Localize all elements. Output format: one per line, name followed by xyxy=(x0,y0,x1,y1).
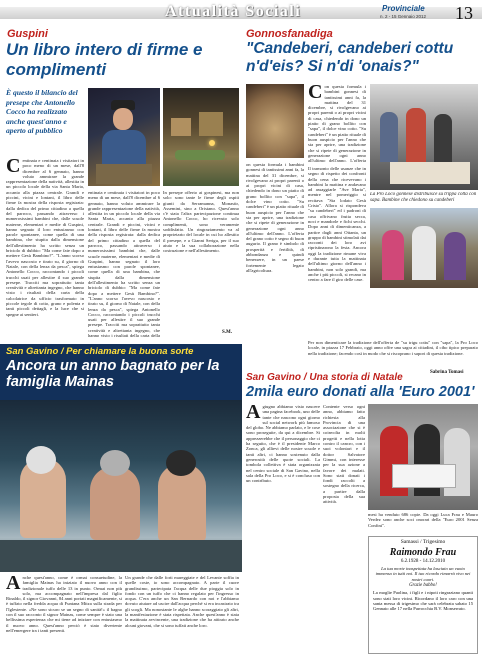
body-mainas-col2: Un grande che dalle forti mareggiate e del Levante soffia in quelle coste, io sono accompagnato. A parte il cuore grandissimo, partecipata l'acqua delle due pioggia solo in fondo con un tuffo che ci hanno regalato per l'ingresso in acqua. C'era anche un San Bernardo con noi e l'abbiamo dovuto aiutare ad uscire dall'acqua perché si era incastrato tra gli scogli. Ma nonostante le alghe hanno scoraggiato gli altri, la manifestazione è stata rispettata. Anche quest'anno è stata la mattinata avvincente, una tradizione che ha attirato anche alcuni giovani, che si sono tuffati anche loro. xyxy=(125,575,239,628)
page-number: 13 xyxy=(455,3,473,23)
headline-guspini: Un libro intero di firme e complimenti xyxy=(6,40,203,79)
logo-text: Provinciale xyxy=(382,4,425,13)
subtitle-guspini: È questo il bilancio del presepe che Antonello Cocco ha realizzato anche quest'anno e aperto al pubblico xyxy=(6,88,78,135)
body-guspini-col3: In presepe offerto ai gospinesi, ma non solo: sono tante le firme degli ospiti giunti da Serramanna, Monastir, Assemini, sino a Oristano. Quest'anno c'è stata l'altra partecipazione continua Antonello Cocco, ho ricevuto solo complimenti, sono veramente soddisfatto. Un ringraziamento va al proprietario del locale in cui ho allestito il presepe, e a Gianni Serigu, per il suo aiuto e la sua collaborazione nella costruzione e nell'allestimento. xyxy=(163,190,239,254)
body-euro2001-col2: Contente verso ogni anno, abbiamo fatto richiesta alla Provincia di una associazione che si è coinvolta in molti progetti e nella lotta contro il cancro, con i suoi volontari e il dottor Salvatore Gimmi, con interesse per la sua azione a favore dei malati. Sono stati donati i fondi raccolti a sostegno della ricerca, a partire dalla proposta della sua attività. xyxy=(323,404,365,505)
obituary-box xyxy=(368,536,478,654)
obituary-thanks: Grazie babbo! xyxy=(409,583,437,589)
body-guspini-col2: entinaia e centinaia i visitatori in poco meno di un mese, dall'8 dicembre al 6 gennaio, hanno voluto ammirare la grande rappresentazione della natività, allestita in un piccolo locale della via Santa Maria, accanto alla piazza centrale. Grandi e piccini, vicini e lontani, il libro delle firme fa mostra della risposta registrata: dalla dedica del primo cittadino a quella del parroco, passando attraverso i numerosissimi bambini che, dalle scuole materne, elementari e medie di Guspini, hanno segnato il loro entusiasmo con parole spontanee, come quella di una bambina, che stupita dalla dimensione dell'allestimento ha scritto senza un briciolo di dubbio: "Ma come fate dopo a mettere Gesù Bambino?". "L'anno scorso l'avevo nascosto e tirato su, il giorno di Natale, con della lenza da pesca", spiega Antonello Cocco, raccontando i piccoli trucchi usati per allestire il suo grande presepe. Tracciti ma soprattutto tanta creatività e altrettanta ingegno, che hanno visto i risultati della carta della xyxy=(88,190,160,338)
photo-presepe-scene xyxy=(163,88,239,186)
body-gonnosfanadiga: on questa formula i bambini gonnesi di tantissimi anni fa, la mattina del 31 dicembre, si rivolgevano ai propri parenti o ai propri vicini di casa, chiedendo in dono un piatto di grano bollito con "sapa", il dolce vino cotto. "Su candeberi" è un piatto rituale di buon auspicio per l'anno che sta per aprire, una tradizione che si ripete di generazione in generazione ogni anno all'ultimo dell'anno. L'offerta del grano cotto è segno di buon augurio. Il grano è simbolo di prosperità e fertilità, di abbondanza e quindi benessere, in un paese fortemente legato all'agricoltura. xyxy=(246,162,304,273)
caption-euro2001: mesi ha venduto 686 copie. Da oggi Luca Frau e Mauro Verdez sono anche soci onorari della "Euro 2001 Senza Confini". xyxy=(368,512,478,528)
section-title: Attualità Sociali xyxy=(165,3,302,20)
obituary-verse: La tua morte inaspettata ha lasciato un vuoto immenso in tutti noi. Il tuo ricordo rimarrà vivo nei nostri cuori. xyxy=(375,566,471,582)
signature-guspini: S.M. xyxy=(222,330,232,335)
kicker-mainas: San Gavino / Per chiamare la buona sorte xyxy=(6,346,194,357)
obituary-text: La moglie Paolina, i figli e i nipoti ringraziano quanti sono stati loro vicini. Ricordano il loro caro con una santa messa di trigesimo che sarà celebrata sabato 15 Gennaio alle 17 nella Parrocchia B.V. Monserrato. xyxy=(373,590,473,612)
photo-bambine xyxy=(370,208,478,288)
headline-gonnosfanadiga: "Candeberi, candeberi cottu n'd'eis? Si n'di 'onais?" xyxy=(246,40,454,75)
obituary-place: Samassi / Trigesimo xyxy=(400,539,446,545)
body-guspini-text: entinaia e centinaia i visitatori in poco meno di un mese, dall'8 dicembre al 6 gennaio, hanno voluto ammirare la grande rappresentazione della natività, allestita in un piccolo locale della via Santa Maria, accanto alla piazza centrale. Grandi e piccini, vicini e lontani, il libro delle firme fa mostra della risposta registrata: dalla dedica del primo cittadino a quella del parroco, passando attraverso i numerosissimi bambini che, dalle scuole materne, elementari e medie di Guspini, hanno segnato il loro entusiasmo con parole spontanee, come quella di una bambina, che stupita dalla dimensione dell'allestimento ha scritto senza un briciolo di dubbio: "Ma come fate dopo a mettere Gesù Bambino?". "L'anno scorso l'avevo nascosto e tirato su, il giorno di Natale, con della lenza da pesca", spiega Antonello Cocco, raccontando i piccoli trucchi usati per allestire il suo grande presepe. Tracciti ma soprattutto tanta creatività e altrettanta ingegno, che hanno visto i risultati della carta della calcolatrice da ufficio trasformato in piccole tegole di cotto, grano e polenta e tanti piccoli dettagli, e la luce che si spegne ai sentieri. xyxy=(6,158,84,317)
photo-tuffo xyxy=(0,400,242,572)
photo-cocco-presepe xyxy=(88,88,160,186)
kicker-guspini: Guspini xyxy=(7,28,48,40)
kicker-euro2001: San Gavino / Una storia di Natale xyxy=(246,372,403,383)
obituary-dates: 6.2.1928 - 14.12.2010 xyxy=(400,559,446,564)
obituary-name: Raimondo Frau xyxy=(389,547,457,558)
page-header xyxy=(0,0,482,26)
body-gonnosfanadiga-col1-top: C on questa formula i bambini gonnesi di tantissimi anni fa, la mattina del 31 dicembre, si rivolgevano ai propri parenti o ai propri vicini di casa, chiedendo in dono un piatto di grano bollito con "sapa", il dolce vino cotto. "Su candeberi" è un piatto rituale di buon auspicio per l'anno che sta per aprire, una tradizione che si ripete di generazione in generazione ogni anno all'ultimo dell'anno. L'offerta xyxy=(308,84,366,164)
headline-mainas: Ancora un anno bagnato per la famiglia Mainas xyxy=(6,358,220,390)
photo-pro-loco xyxy=(370,84,478,190)
headline-euro2001: 2mila euro donati alla 'Euro 2001' xyxy=(246,384,475,400)
body-mainas: A nche quest'anno, come è ormai consuetudine, la famiglia Mainas ha iniziato il nuovo anno con il tradizionale tuffo delle 13 in punto. Ormai non più solo, ma accompagnato nell'impresa dal figlio Rinaldo, il signor Giovanni, 84 anni portati magnificamente, si è tuffato nella fredda acqua di Funtana Mitza sulla strada per l'Iglesiente. «Ne sono sicuro se un segno di sanità!» il bagno con il suo racconto il signor Mainas, come sempre è stato una bellissima esperienza che mi tiene ad iniziare con entusiasmo il nuovo anno. Quest'anno perciò è stato divertente nell'emergere tra i tanti presenti. xyxy=(6,575,122,633)
issue-date: n. 2 - 15 Gennaio 2012 xyxy=(380,14,427,19)
dropcap: C xyxy=(6,158,21,177)
photo-grano-cotto xyxy=(246,84,304,158)
signature-gonnosfanadiga: Sabrina Tomasi xyxy=(430,370,464,375)
body-gonnosfanadiga-col2: Il tramonto delle usanze che in segno di rispetto dei confronti della cena che ricevevano i bambini la mattina e andavano ad assaggiarle "Ave Maria", mentre nel pomeriggio si recitava "Sia lodato Gesù Cristo". Allora si rispondeva "su candeberi" ed i padroni di casa offrivano frutta secca, noci e mandorle e fichi secchi. Dopo anni di dimenticanza, a partire dagli anni Ottanta, un gruppo di bambini stimolati dai racconti dei loro avi ripristinarono la festa. Ancora oggi la tradizione rimane viva e durante tutta la mattinata dell'ultimo giorno dell'anno i bambini, non solo grandi, ma anche i più piccoli, si recano in centro a fare il giro delle case. xyxy=(308,166,366,283)
caption-tradizione: Per non dimenticare la tradizione dell'offerta de "su trigu cottu" con "sapa", la Pro Loco locale, in piazza 17 Febbraio, oggi anno offre una sagra ai cittadini, il cibo tipico preparato nella tradizione; facendo così in modo che si riscoprano i sapori di questa tradizione. xyxy=(308,340,478,356)
caption-pro-loco: La Pro Loco gonnese distribuisce su trippa cotta con sapa. Bambine che chiedono su candeberi xyxy=(370,192,477,203)
body-euro2001: A giugno abbiamo visto nascere una pagina facebook, uno delle tante che nascono ogni giorno sul social network più famoso del globo. Ne abbiamo parlato, e le cose sono proseguite, da qui a dicembre. Si apprezzerebbe che il personaggio che ci ha seguito, che è il presidente Marco Zonca, gli allievi delle nostre scuole e tanti altri, ci hanno sostenuto dalla generosità delle quote sociali. La tombola collettiva è stata organizzata nel centro sociale di San Gavino, nella sala della Pro Loco, e si è concluso con un contributo. xyxy=(246,404,320,484)
kicker-gonnosfanadiga: Gonnosfanadiga xyxy=(246,28,333,40)
photo-donazione xyxy=(368,404,478,510)
